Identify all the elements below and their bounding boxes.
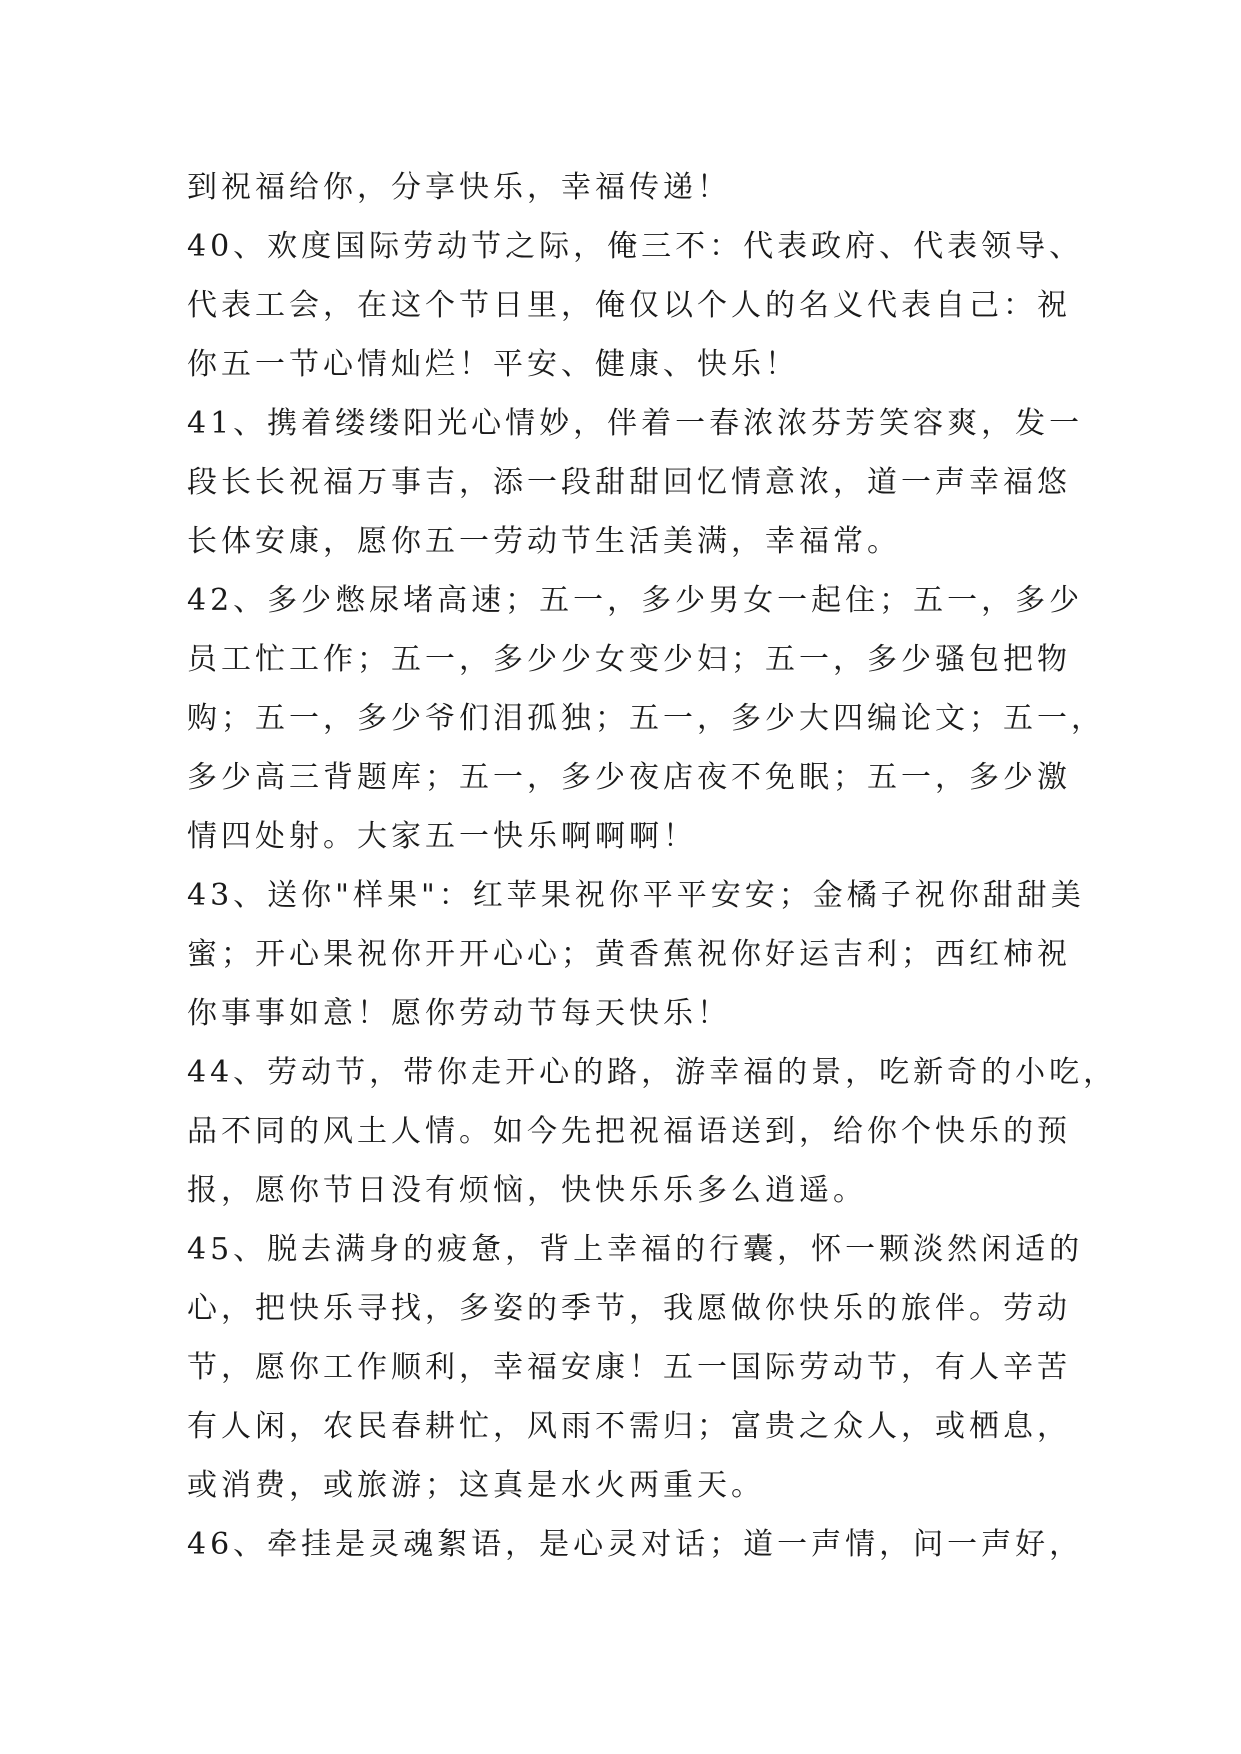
text-line: 45、脱去满身的疲惫，背上幸福的行囊，怀一颗淡然闲适的 bbox=[187, 1232, 1084, 1267]
text-line: 43、送你"样果"：红苹果祝你平平安安；金橘子祝你甜甜美 bbox=[187, 878, 1085, 913]
text-line: 品不同的风土人情。如今先把祝福语送到，给你个快乐的预 bbox=[187, 1114, 1071, 1149]
text-line: 40、欢度国际劳动节之际，俺三不：代表政府、代表领导、 bbox=[187, 229, 1084, 264]
text-line: 报，愿你节日没有烦恼，快快乐乐多么逍遥。 bbox=[187, 1173, 867, 1208]
text-line: 购；五一，多少爷们泪孤独；五一，多少大四编论文；五一， bbox=[187, 701, 1105, 736]
text-line: 节，愿你工作顺利，幸福安康！五一国际劳动节，有人辛苦 bbox=[187, 1350, 1071, 1385]
text-line: 46、牵挂是灵魂絮语，是心灵对话；道一声情，问一声好， bbox=[187, 1527, 1084, 1562]
text-line: 代表工会，在这个节日里，俺仅以个人的名义代表自己：祝 bbox=[187, 288, 1071, 323]
body-text bbox=[187, 158, 1118, 1574]
text-line: 多少高三背题库；五一，多少夜店夜不免眠；五一，多少激 bbox=[187, 760, 1071, 795]
text-line: 心，把快乐寻找，多姿的季节，我愿做你快乐的旅伴。劳动 bbox=[187, 1291, 1071, 1326]
text-line: 或消费，或旅游；这真是水火两重天。 bbox=[187, 1468, 765, 1503]
text-line: 段长长祝福万事吉，添一段甜甜回忆情意浓，道一声幸福悠 bbox=[187, 465, 1071, 500]
text-line: 有人闲，农民春耕忙，风雨不需归；富贵之众人，或栖息， bbox=[187, 1409, 1071, 1444]
text-line: 44、劳动节，带你走开心的路，游幸福的景，吃新奇的小吃， bbox=[187, 1055, 1118, 1090]
text-line: 到祝福给你，分享快乐，幸福传递！ bbox=[187, 170, 731, 205]
text-line: 你事事如意！愿你劳动节每天快乐！ bbox=[187, 996, 731, 1031]
text-line: 41、携着缕缕阳光心情妙，伴着一春浓浓芬芳笑容爽，发一 bbox=[187, 406, 1084, 441]
text-line: 员工忙工作；五一，多少少女变少妇；五一，多少骚包把物 bbox=[187, 642, 1071, 677]
text-line: 蜜；开心果祝你开开心心；黄香蕉祝你好运吉利；西红柿祝 bbox=[187, 937, 1071, 972]
text-line: 你五一节心情灿烂！平安、健康、快乐！ bbox=[187, 347, 799, 382]
text-line: 情四处射。大家五一快乐啊啊啊！ bbox=[187, 819, 697, 854]
text-line: 42、多少憋尿堵高速；五一，多少男女一起住；五一，多少 bbox=[187, 583, 1084, 618]
text-line: 长体安康，愿你五一劳动节生活美满，幸福常。 bbox=[187, 524, 901, 559]
